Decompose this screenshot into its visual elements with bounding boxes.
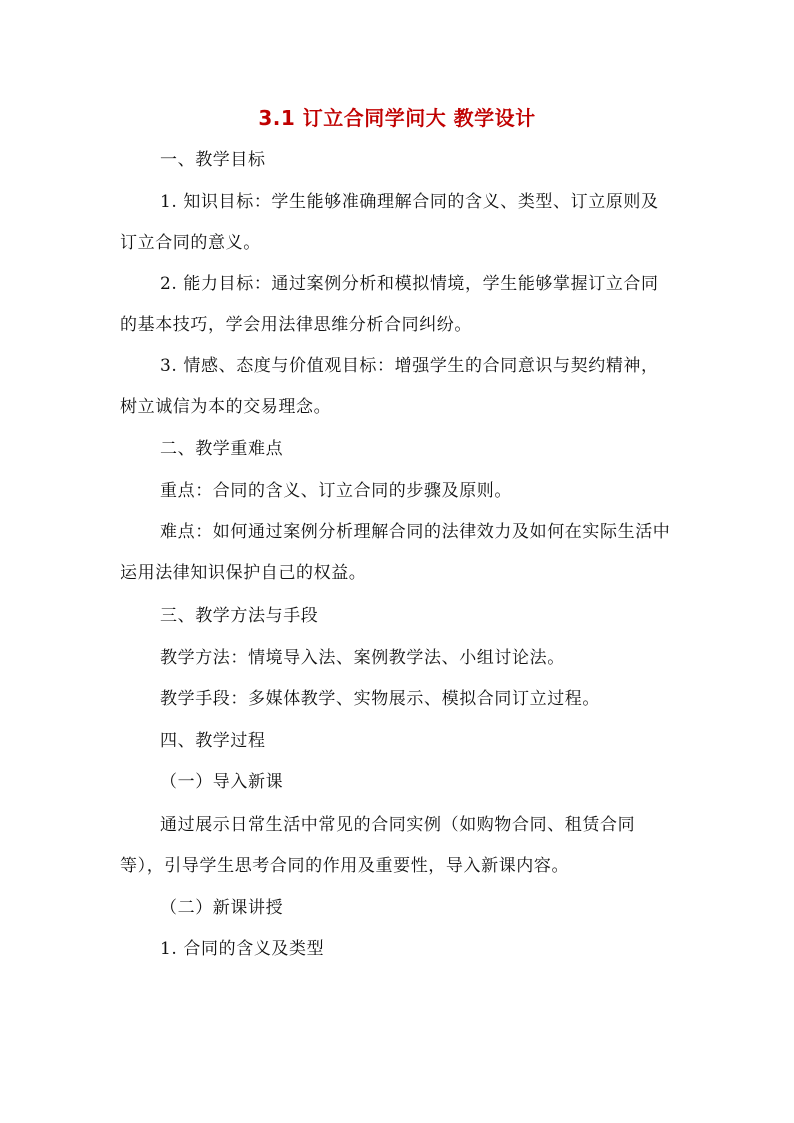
- paragraph-teaching-means: 教学手段：多媒体教学、实物展示、模拟合同订立过程。: [160, 689, 600, 709]
- section-heading-key-points: 二、教学重难点: [160, 439, 284, 459]
- section-heading-objectives: 一、教学目标: [160, 150, 266, 170]
- subsection-heading-introduction: （一）导入新课: [160, 772, 284, 792]
- section-heading-methods: 三、教学方法与手段: [160, 606, 319, 626]
- paragraph-difficult-point: 难点：如何通过案例分析理解合同的法律效力及如何在实际生活中运用法律知识保护自己的权益。: [120, 522, 671, 583]
- paragraph-knowledge-objective: 1. 知识目标：学生能够准确理解合同的含义、类型、订立原则及订立合同的意义。: [120, 192, 659, 253]
- document-title: 3.1 订立合同学问大 教学设计: [258, 106, 536, 130]
- paragraph-key-point: 重点：合同的含义、订立合同的步骤及原则。: [160, 481, 512, 501]
- subsection-heading-new-lesson: （二）新课讲授: [160, 898, 284, 918]
- paragraph-emotion-objective: 3. 情感、态度与价值观目标：增强学生的合同意识与契约精神，树立诚信为本的交易理念。: [120, 356, 659, 417]
- list-item-contract-types: 1. 合同的含义及类型: [160, 939, 325, 959]
- paragraph-ability-objective: 2. 能力目标：通过案例分析和模拟情境，学生能够掌握订立合同的基本技巧，学会用法律思维分析合同纠纷。: [120, 274, 659, 335]
- section-heading-process: 四、教学过程: [160, 731, 266, 751]
- paragraph-teaching-methods: 教学方法：情境导入法、案例教学法、小组讨论法。: [160, 648, 565, 668]
- paragraph-introduction: 通过展示日常生活中常见的合同实例（如购物合同、租赁合同等），引导学生思考合同的作用及重要性，导入新课内容。: [120, 815, 636, 876]
